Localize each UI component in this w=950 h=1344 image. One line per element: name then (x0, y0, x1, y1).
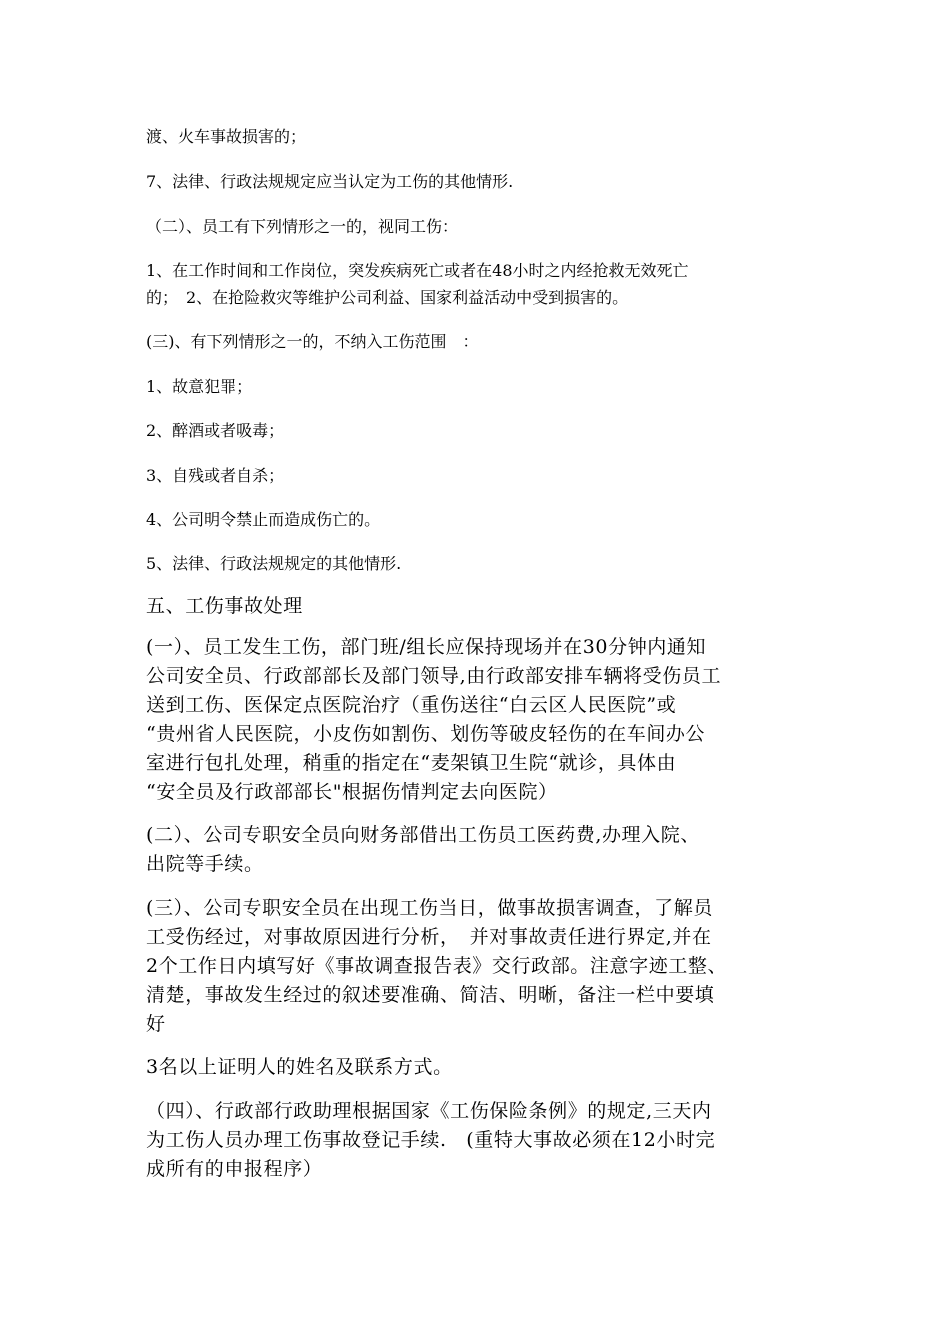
text-line: 清楚，事故发生经过的叙述要准确、简洁、明晰，备注一栏中要填 (146, 984, 715, 1006)
text-line: 公司安全员、行政部部长及部门领导,由行政部安排车辆将受伤员工 (146, 665, 722, 687)
text-line: 送到工伤、医保定点医院治疗（重伤送往“白云区人民医院”或 (146, 694, 677, 716)
text-line: 2、醉酒或者吸毒； (146, 421, 285, 440)
text-line: 7、法律、行政法规规定应当认定为工伤的其他情形. (146, 172, 514, 191)
text-line: 为工伤人员办理工伤事故登记手续. (重特大事故必须在12小时完 (146, 1129, 716, 1151)
text-line: 成所有的申报程序） (146, 1158, 323, 1180)
text-line: (三）、公司专职安全员在出现工伤当日，做事故损害调查，了解员 (146, 897, 713, 919)
text-line: 3名以上证明人的姓名及联系方式。 (146, 1056, 453, 1078)
text-line: 3、自残或者自杀； (146, 466, 285, 485)
text-line: (三)、有下列情形之一的，不纳入工伤范围 ： (146, 332, 479, 351)
section-heading: 五、工伤事故处理 (146, 595, 303, 617)
text-line: 2个工作日内填写好《事故调查报告表》交行政部。注意字迹工整、 (146, 955, 728, 977)
text-line: “安全员及行政部部长"根据伤情判定去向医院） (146, 781, 558, 803)
text-line: 工受伤经过，对事故原因进行分析， 并对事故责任进行界定,并在 (146, 926, 712, 948)
text-line: (一）、员工发生工伤，部门班/组长应保持现场并在30分钟内通知 (146, 636, 707, 658)
text-line: 出院等手续。 (146, 853, 264, 875)
text-line: 的； 2、在抢险救灾等维护公司利益、国家利益活动中受到损害的。 (146, 288, 629, 307)
text-line: 1、故意犯罪； (146, 377, 253, 396)
text-line: （四）、行政部行政助理根据国家《工伤保险条例》的规定,三天内 (146, 1100, 712, 1122)
text-line: 1、在工作时间和工作岗位，突发疾病死亡或者在48小时之内经抢救无效死亡 (146, 261, 689, 280)
text-line: 室进行包扎处理，稍重的指定在“麦架镇卫生院“就诊，具体由 (146, 752, 677, 774)
text-line: （二）、员工有下列情形之一的，视同工伤： (146, 217, 459, 236)
text-line: 5、法律、行政法规规定的其他情形. (146, 554, 402, 573)
text-line: (二）、公司专职安全员向财务部借出工伤员工医药费,办理入院、 (146, 824, 700, 846)
text-line: “贵州省人民医院，小皮伤如割伤、划伤等破皮轻伤的在车间办公 (146, 723, 706, 745)
text-line: 4、公司明令禁止而造成伤亡的。 (146, 510, 381, 529)
text-line: 好 (146, 1013, 166, 1035)
text-line: 渡、火车事故损害的； (146, 127, 307, 146)
